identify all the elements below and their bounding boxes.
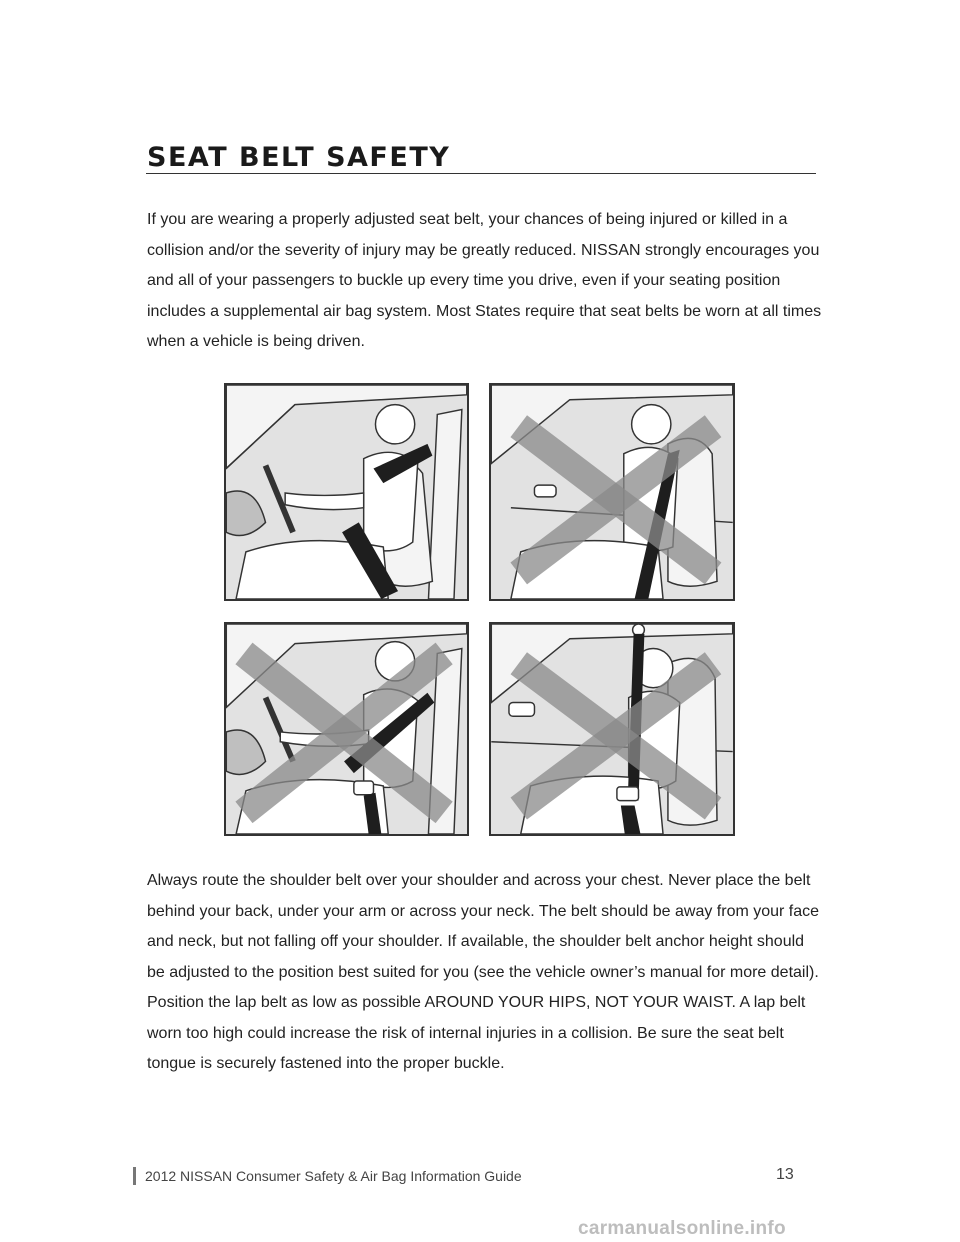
footer-guide-title: 2012 NISSAN Consumer Safety & Air Bag Information Guide <box>145 1168 522 1184</box>
belt-across-neck-drawing <box>491 624 733 834</box>
belt-behind-back-drawing <box>491 385 733 599</box>
illustration-belt-behind-back <box>489 383 735 601</box>
intro-paragraph: If you are wearing a properly adjusted seat belt, your chances of being injured or killed in a collision and/or the severity of injury may be greatly reduced. NISSAN strongly encourages you and all of your passengers to buckle up every time you drive, even if your seating position includes a supplemental air bag system. Most States require that seat belts be worn at all times when a vehicle is being driven. <box>147 211 822 350</box>
illustration-belt-across-neck <box>489 622 735 836</box>
illustration-correct-belt <box>224 383 469 601</box>
page-number: 13 <box>776 1166 794 1183</box>
page-title: SEAT BELT SAFETY <box>147 142 451 173</box>
title-divider <box>146 173 816 174</box>
routing-paragraph: Always route the shoulder belt over your shoulder and across your chest. Never place the belt behind your back, under your arm or across your neck. The belt should be away from your face and neck, but not falling off your shoulder. If available, the shoulder belt anchor height should be adjusted to the position best suited for you (see the vehicle owner’s manual for more detail). Position the lap belt as low as possible AROUND YOUR HIPS, NOT YOUR WAIST. A lap belt worn too high could increase the risk of internal injuries in a collision. Be sure the seat belt tongue is securely fastened into the proper buckle. <box>147 872 820 1072</box>
illustration-belt-under-arm <box>224 622 469 836</box>
watermark: carmanualsonline.info <box>578 1218 786 1239</box>
correct-belt-drawing <box>226 385 467 599</box>
belt-under-arm-drawing <box>226 624 467 834</box>
footer-bar <box>133 1167 136 1185</box>
